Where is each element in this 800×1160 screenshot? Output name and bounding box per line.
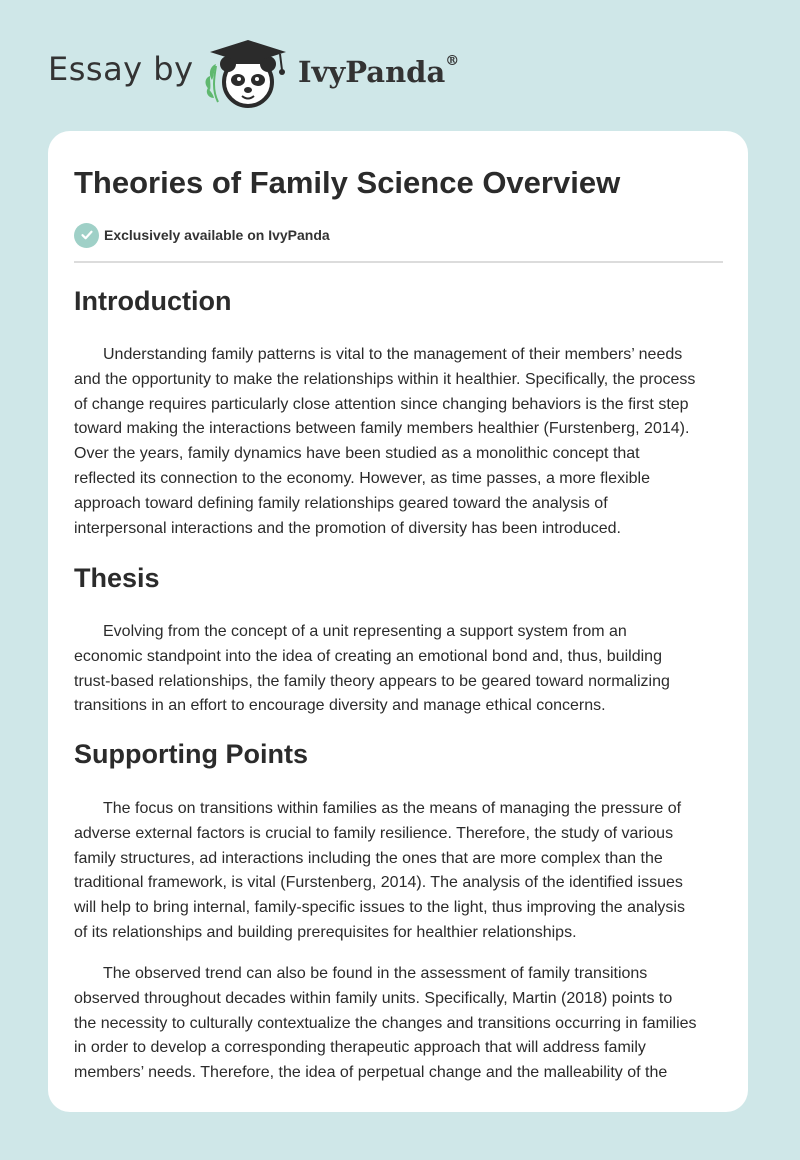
page-title: Theories of Family Science Overview xyxy=(74,165,621,200)
badge-label: Exclusively available on IvyPanda xyxy=(104,227,330,243)
paragraph-line: trust-based relationships, the family theory appears to be geared toward normalizing xyxy=(74,672,670,690)
paragraph-line: reflected its connection to the economy. However, as time passes, a more flexible xyxy=(74,469,650,487)
paragraph-line: observed throughout decades within family units. Specifically, Martin (2018) points to xyxy=(74,989,673,1007)
paragraph-line: Understanding family patterns is vital to the management of their members’ needs xyxy=(103,346,683,363)
paragraph-supporting-points-2 xyxy=(74,962,723,1086)
title-divider xyxy=(74,261,723,263)
paragraph-line: in order to develop a corresponding therapeutic approach that will address family xyxy=(74,1039,646,1057)
paragraph-line: the necessity to culturally contextualize the changes and transitions occurring in families xyxy=(74,1014,697,1032)
paragraph-line: interpersonal interactions and the promotion of diversity has been introduced. xyxy=(74,519,621,537)
section-heading-supporting-points: Supporting Points xyxy=(74,739,308,769)
brand-name[interactable] xyxy=(298,55,459,89)
paragraph-line: will help to bring internal, family-specific issues to the light, thus improving the analysis xyxy=(74,899,685,917)
paragraph-line: family structures, ad interactions including the ones that are more complex than the xyxy=(74,849,663,867)
site-header xyxy=(0,0,800,130)
panda-graduate-logo-icon[interactable] xyxy=(202,36,292,110)
paragraph-line: The observed trend can also be found in the assessment of family transitions xyxy=(103,965,648,982)
paragraph-line: of its relationships and building prerequisites for healthier relationships. xyxy=(74,923,577,941)
paragraph-line: approach toward defining family relationships geared toward the analysis of xyxy=(74,494,608,512)
section-heading-thesis: Thesis xyxy=(74,563,160,593)
essay-by-label: Essay by xyxy=(48,50,194,88)
check-icon xyxy=(74,223,99,248)
paragraph-line: adverse external factors is crucial to family resilience. Therefore, the study of various xyxy=(74,824,674,842)
section-heading-introduction: Introduction xyxy=(74,286,232,316)
paragraph-line: members’ needs. Therefore, the idea of perpetual change and the malleability of the xyxy=(74,1064,668,1082)
paragraph-line: Over the years, family dynamics have been studied as a monolithic concept that xyxy=(74,445,640,463)
paragraph-line: traditional framework, is vital (Furstenberg, 2014). The analysis of the identified issues xyxy=(74,874,683,892)
paragraph-line: and the opportunity to make the relationships within it healthier. Specifically, the process xyxy=(74,370,696,388)
paragraph-line: economic standpoint into the idea of creating an emotional bond and, thus, building xyxy=(74,647,662,665)
registered-mark: ® xyxy=(445,53,460,69)
paragraph-line: toward making the interactions between family members healthier (Furstenberg, 2014). xyxy=(74,420,690,438)
paragraph-line: transitions in an effort to encourage diversity and manage ethical concerns. xyxy=(74,697,606,715)
paragraph-introduction xyxy=(74,343,723,541)
essay-card xyxy=(48,131,748,1112)
paragraph-supporting-points-1 xyxy=(74,797,723,946)
brand-text: IvyPanda xyxy=(298,55,446,89)
paragraph-line: of change requires particularly close attention since changing behaviors is the first step xyxy=(74,395,689,413)
paragraph-line: Evolving from the concept of a unit representing a support system from an xyxy=(103,623,627,640)
paragraph-line: The focus on transitions within families as the means of managing the pressure of xyxy=(103,800,682,817)
paragraph-thesis xyxy=(74,620,723,719)
exclusive-badge xyxy=(74,222,330,248)
